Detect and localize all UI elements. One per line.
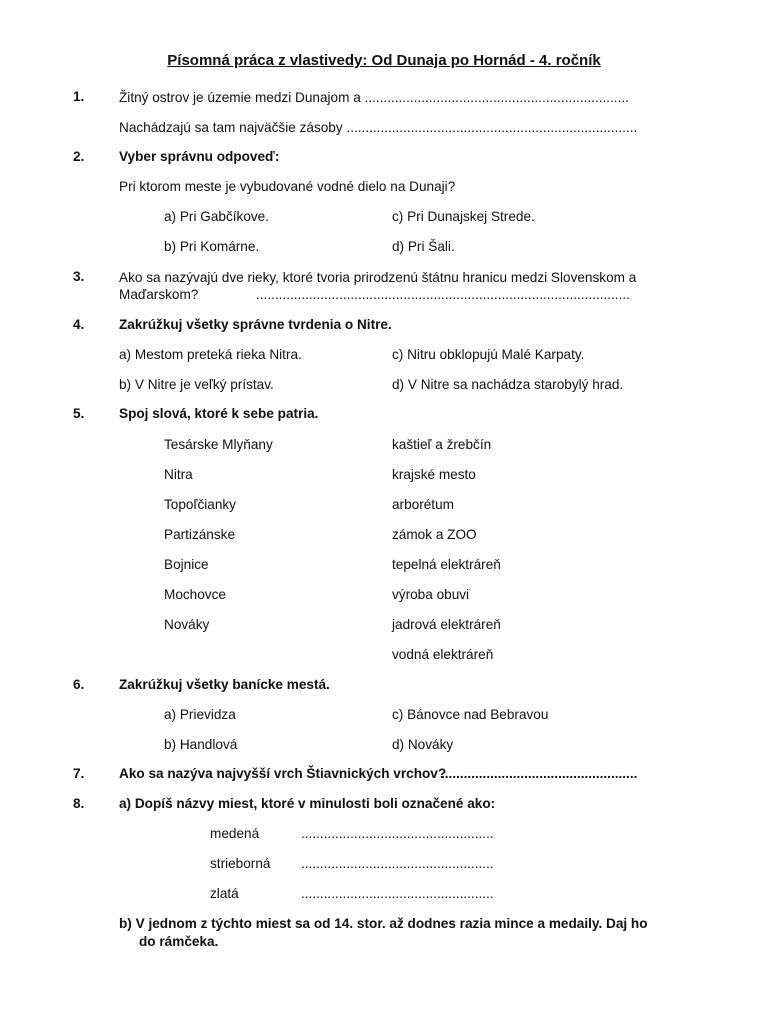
match-left-item: Mochovce xyxy=(164,587,226,602)
q8-part-a: a) Dopíš názvy miest, ktoré v minulosti boli označené ako: xyxy=(119,796,496,811)
q4-heading: Zakrúžkuj všetky správne tvrdenia o Nitre. xyxy=(119,317,392,332)
match-right-item: krajské mesto xyxy=(392,467,476,482)
option-c: c) Bánovce nad Bebravou xyxy=(392,707,549,722)
q8-part-b: b) V jednom z týchto miest sa od 14. stor. až dodnes razia mince a medaily. Daj ho xyxy=(119,916,648,931)
q8-part-b-continued: do rámčeka. xyxy=(139,934,219,949)
option-b: b) V Nitre je veľký prístav. xyxy=(119,377,274,392)
match-left-item: Tesárske Mlyňany xyxy=(164,437,273,452)
match-right-item: tepelná elektráreň xyxy=(392,557,501,572)
match-left-item: Nováky xyxy=(164,617,210,632)
metal-label: strieborná xyxy=(210,856,271,871)
option-d: d) Pri Šali. xyxy=(392,239,455,254)
option-a: a) Mestom preteká rieka Nitra. xyxy=(119,347,302,362)
answer-blank: ................................................................................................... xyxy=(256,287,630,302)
question-number: 3. xyxy=(73,269,85,284)
match-right-item: vodná elektráreň xyxy=(392,647,494,662)
question-number: 6. xyxy=(73,677,85,692)
q5-heading: Spoj slová, ktoré k sebe patria. xyxy=(119,406,319,421)
question-number: 7. xyxy=(73,766,85,781)
option-a: a) Pri Gabčíkove. xyxy=(164,209,270,224)
answer-blank: .................................................... xyxy=(441,766,638,781)
answer-blank: ................................................... xyxy=(301,856,494,871)
q7-question: Ako sa nazýva najvyšší vrch Štiavnických vrchov? xyxy=(119,766,447,781)
question-number: 2. xyxy=(73,149,85,164)
match-right-item: jadrová elektráreň xyxy=(392,617,501,632)
answer-blank: ................................................... xyxy=(301,886,494,901)
question-number: 4. xyxy=(73,317,85,332)
q2-question: Pri ktorom meste je vybudované vodné dielo na Dunaji? xyxy=(119,179,456,194)
match-right-item: zámok a ZOO xyxy=(392,527,477,542)
option-d: d) Nováky xyxy=(392,737,454,752)
answer-blank: ................................................... xyxy=(301,826,494,841)
q3-line-1: Ako sa nazývajú dve rieky, ktoré tvoria prirodzenú štátnu hranicu medzi Slovenskom a xyxy=(119,270,637,285)
match-left-item: Topoľčianky xyxy=(164,497,236,512)
match-left-item: Nitra xyxy=(164,467,193,482)
question-number: 1. xyxy=(73,89,85,104)
match-right-item: kaštieľ a žrebčín xyxy=(392,437,492,452)
match-right-item: výroba obuvi xyxy=(392,587,470,602)
match-right-item: arborétum xyxy=(392,497,454,512)
option-c: c) Nitru obklopujú Malé Karpaty. xyxy=(392,347,585,362)
question-number: 8. xyxy=(73,796,85,811)
q6-heading: Zakrúžkuj všetky banícke mestá. xyxy=(119,677,330,692)
q1-line-1: Žitný ostrov je územie medzi Dunajom a ...................................................................... xyxy=(119,90,629,105)
page-title: Písomná práca z vlastivedy: Od Dunaja po Hornád - 4. ročník xyxy=(167,52,601,69)
option-c: c) Pri Dunajskej Strede. xyxy=(392,209,535,224)
option-b: b) Handlová xyxy=(164,737,238,752)
q3-line-2: Maďarskom? xyxy=(119,287,199,302)
metal-label: medená xyxy=(210,826,260,841)
q2-heading: Vyber správnu odpoveď: xyxy=(119,149,280,164)
option-d: d) V Nitre sa nachádza starobylý hrad. xyxy=(392,377,624,392)
match-left-item: Bojnice xyxy=(164,557,209,572)
option-a: a) Prievidza xyxy=(164,707,236,722)
question-number: 5. xyxy=(73,406,85,421)
q1-line-2: Nachádzajú sa tam najväčšie zásoby ............................................................................. xyxy=(119,120,638,135)
option-b: b) Pri Komárne. xyxy=(164,239,260,254)
match-left-item: Partizánske xyxy=(164,527,236,542)
metal-label: zlatá xyxy=(210,886,239,901)
